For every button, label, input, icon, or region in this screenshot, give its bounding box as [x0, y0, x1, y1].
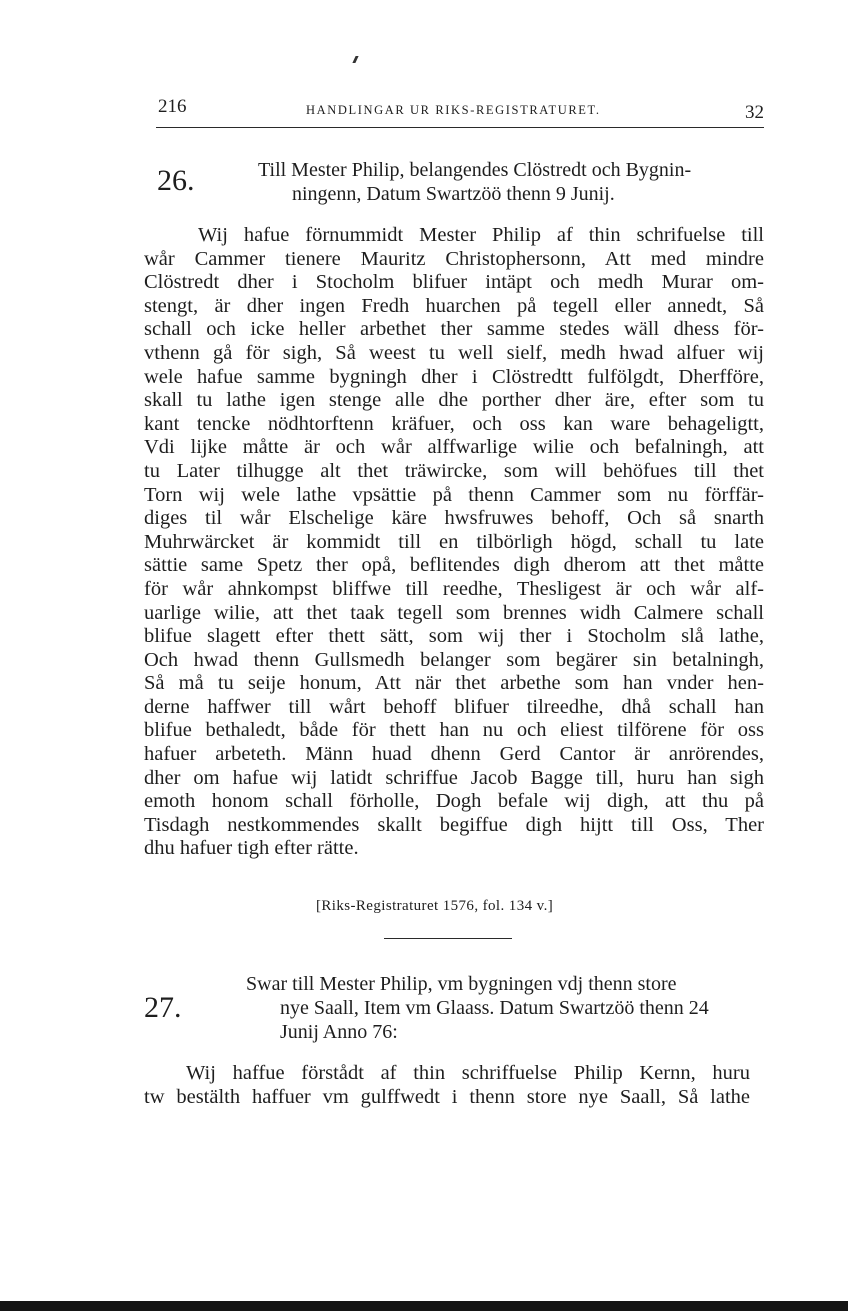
text-line: blifue slagett efter thett sätt, som wij ther i Stocholm slå lathe, — [144, 625, 764, 648]
text-line: diges til wår Elschelige käre hwsfruwes behoff, Och så snarth — [144, 507, 764, 530]
page-number: 216 — [158, 96, 187, 117]
letter-number-26: 26. — [157, 164, 195, 197]
section-number: 32 — [745, 102, 764, 123]
scan-edge — [0, 1301, 848, 1311]
text-line: Wij haffue förstådt af thin schriffuelse Philip Kernn, huru — [186, 1062, 750, 1084]
text-line: Torn wij wele lathe vpsättie på thenn Cammer som nu förffär- — [144, 483, 764, 506]
text-line: Vdi lijke måtte är och wår alffwarlige wilie och befalningh, att — [144, 436, 764, 459]
text-line: Clöstredt dher i Stocholm blifuer intäpt och medh Murar om- — [144, 271, 764, 294]
text-line: blifue bethaledt, både för thett han nu och eliest tilförene för oss — [144, 719, 764, 742]
text-line: vthenn gå för sigh, Så weest tu well sielf, medh hwad alfuer wij — [144, 341, 764, 364]
heading-line: Till Mester Philip, belangendes Clöstredt och Bygnin- — [258, 159, 692, 181]
text-line: skall tu lathe igen stenge alle dhe porther dher äre, efter som tu — [144, 389, 764, 412]
text-line: kant tencke nödhtorftenn kräfuer, och oss kan ware behageligtt, — [144, 412, 764, 435]
letter-number-27: 27. — [144, 991, 182, 1024]
text-line: uarlige wilie, att thet taak tegell som brennes widh Calmere schall — [144, 601, 764, 624]
source-reference: [Riks-Registraturet 1576, fol. 134 v.] — [316, 898, 554, 914]
letter-body-26 — [144, 224, 764, 861]
letter-body-27 — [144, 1062, 750, 1109]
text-line: stengt, är dher ingen Fredh huarchen på tegell eller annedt, Så — [144, 294, 764, 317]
heading-line: Junij Anno 76: — [280, 1021, 398, 1043]
text-line: wår Cammer tienere Mauritz Christophersonn, Att med mindre — [144, 247, 764, 270]
heading-line: Swar till Mester Philip, vm bygningen vdj thenn store — [246, 973, 677, 995]
header-rule — [156, 127, 764, 128]
text-line: Och hwad thenn Gullsmedh belanger som begärer sin betalningh, — [144, 648, 764, 671]
text-line: schall och icke heller arbethet ther samme stedes wäll dhess för- — [144, 318, 764, 341]
heading-line: ningenn, Datum Swartzöö thenn 9 Junij. — [292, 183, 615, 205]
running-title: HANDLINGAR UR RIKS-REGISTRATURET. — [306, 103, 601, 117]
text-line: för wår ahnkompst bliffwe till reedhe, Thesligest är och wår alf- — [144, 577, 764, 600]
section-divider — [384, 938, 512, 939]
text-line: Så må tu seije honum, Att när thet arbethe som han vnder hen- — [144, 672, 764, 695]
letter-heading-26 — [258, 158, 764, 206]
text-line: sättie same Spetz ther opå, beflitendes digh dherom att thet måtte — [144, 554, 764, 577]
heading-line: nye Saall, Item vm Glaass. Datum Swartzöö thenn 24 — [280, 997, 709, 1019]
text-line: emoth honom schall förholle, Dogh befale wij digh, att thu på — [144, 790, 764, 813]
pencil-mark — [352, 56, 358, 63]
text-line: dhu hafuer tigh efter rätte. — [144, 837, 359, 860]
text-line: Wij hafue förnummidt Mester Philip af thin schrifuelse till — [198, 224, 764, 246]
text-line: tu Later tilhugge alt thet träwircke, som will behöfues till thet — [144, 459, 764, 482]
text-line: Muhrwärcket är kommidt till en tilbörligh högd, schall tu late — [144, 530, 764, 553]
running-header — [156, 96, 764, 126]
text-line: Tisdagh nestkommendes skallt begiffue digh hijtt till Oss, Ther — [144, 813, 764, 836]
text-line: hafuer arbeteth. Männ huad dhenn Gerd Cantor är anrörendes, — [144, 743, 764, 766]
text-line: tw bestälth haffuer vm gulffwedt i thenn store nye Saall, Så lathe — [144, 1085, 750, 1108]
text-line: derne haffwer till wårt behoff blifuer tilreedhe, dhå schall han — [144, 695, 764, 718]
text-line: dher om hafue wij latidt schriffue Jacob Bagge till, huru han sigh — [144, 766, 764, 789]
text-line: wele hafue samme bygningh dher i Clöstredtt fulfölgdt, Dherfföre, — [144, 365, 764, 388]
letter-heading-27 — [246, 972, 766, 1044]
